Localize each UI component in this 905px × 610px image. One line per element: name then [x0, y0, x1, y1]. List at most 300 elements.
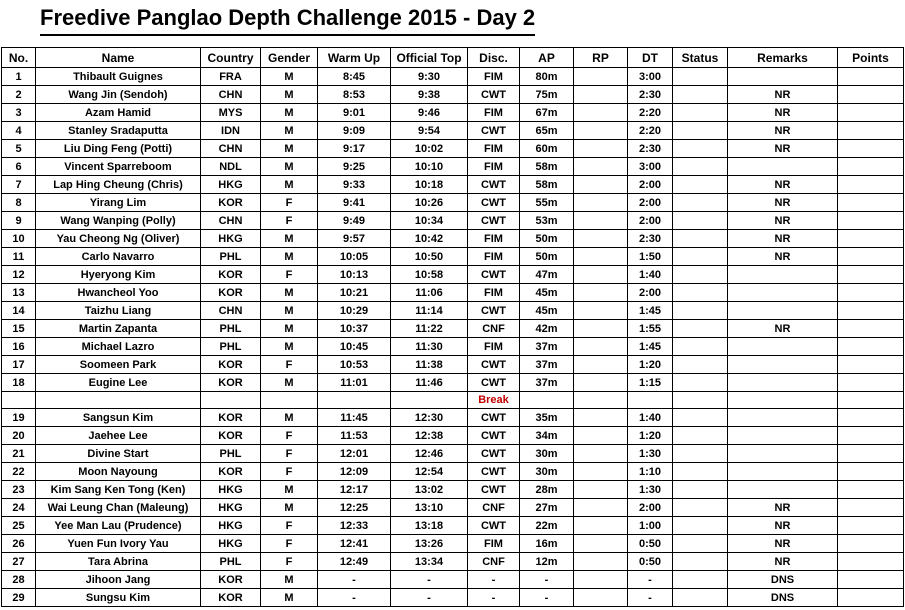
cell-country: HKG	[201, 517, 261, 535]
cell-remarks: NR	[728, 122, 838, 140]
cell-country: PHL	[201, 338, 261, 356]
cell-discipline: FIM	[468, 248, 520, 266]
cell-remarks	[728, 158, 838, 176]
cell-dt: -	[628, 571, 673, 589]
cell-discipline: FIM	[468, 338, 520, 356]
cell-remarks	[728, 266, 838, 284]
column-header-remarks: Remarks	[728, 48, 838, 68]
cell-rp	[574, 140, 628, 158]
cell-gender: M	[261, 140, 318, 158]
cell-official-top: 12:30	[391, 409, 468, 427]
cell-no: 26	[2, 535, 36, 553]
column-header-warm-up: Warm Up	[318, 48, 391, 68]
cell-status	[673, 535, 728, 553]
cell-remarks	[728, 481, 838, 499]
cell-gender: F	[261, 535, 318, 553]
cell-no: 22	[2, 463, 36, 481]
cell-official-top: 10:02	[391, 140, 468, 158]
cell-status	[673, 356, 728, 374]
cell-warm-up: 12:09	[318, 463, 391, 481]
cell-ap: 35m	[520, 409, 574, 427]
cell-name: Martin Zapanta	[36, 320, 201, 338]
cell-status	[673, 194, 728, 212]
cell-ap: 30m	[520, 463, 574, 481]
cell-name: Carlo Navarro	[36, 248, 201, 266]
cell-rp	[574, 445, 628, 463]
cell-official-top: 11:38	[391, 356, 468, 374]
cell-points	[838, 571, 904, 589]
cell-discipline: CWT	[468, 176, 520, 194]
cell-warm-up: -	[318, 571, 391, 589]
cell-rp	[574, 409, 628, 427]
cell-warm-up: 9:41	[318, 194, 391, 212]
cell-ap: 45m	[520, 302, 574, 320]
cell-name: Hyeryong Kim	[36, 266, 201, 284]
cell-name: Michael Lazro	[36, 338, 201, 356]
break-cell-empty	[838, 392, 904, 409]
cell-warm-up: 10:37	[318, 320, 391, 338]
cell-points	[838, 427, 904, 445]
cell-name: Jihoon Jang	[36, 571, 201, 589]
cell-official-top: 10:26	[391, 194, 468, 212]
cell-remarks: NR	[728, 104, 838, 122]
cell-gender: M	[261, 68, 318, 86]
cell-no: 12	[2, 266, 36, 284]
cell-rp	[574, 427, 628, 445]
cell-no: 28	[2, 571, 36, 589]
cell-warm-up: 12:25	[318, 499, 391, 517]
cell-warm-up: 9:09	[318, 122, 391, 140]
cell-rp	[574, 517, 628, 535]
cell-status	[673, 158, 728, 176]
break-label: Break	[468, 392, 520, 409]
cell-ap: 16m	[520, 535, 574, 553]
cell-discipline: CWT	[468, 481, 520, 499]
cell-no: 17	[2, 356, 36, 374]
cell-ap: 53m	[520, 212, 574, 230]
cell-gender: M	[261, 571, 318, 589]
cell-name: Thibault Guignes	[36, 68, 201, 86]
cell-discipline: CWT	[468, 86, 520, 104]
table-row	[2, 463, 904, 481]
cell-gender: M	[261, 499, 318, 517]
cell-no: 1	[2, 68, 36, 86]
break-cell-empty	[673, 392, 728, 409]
cell-dt: 1:10	[628, 463, 673, 481]
cell-country: KOR	[201, 284, 261, 302]
cell-name: Tara Abrina	[36, 553, 201, 571]
cell-no: 25	[2, 517, 36, 535]
column-header-name: Name	[36, 48, 201, 68]
cell-country: CHN	[201, 212, 261, 230]
cell-gender: M	[261, 302, 318, 320]
cell-name: Taizhu Liang	[36, 302, 201, 320]
cell-dt: 1:55	[628, 320, 673, 338]
column-header-discipline: Disc.	[468, 48, 520, 68]
cell-gender: F	[261, 463, 318, 481]
table-row	[2, 230, 904, 248]
cell-dt: 1:20	[628, 427, 673, 445]
cell-name: Wang Jin (Sendoh)	[36, 86, 201, 104]
break-cell-empty	[261, 392, 318, 409]
cell-points	[838, 68, 904, 86]
cell-dt: 1:00	[628, 517, 673, 535]
cell-dt: 1:40	[628, 266, 673, 284]
break-cell-empty	[36, 392, 201, 409]
table-row	[2, 517, 904, 535]
cell-warm-up: 12:41	[318, 535, 391, 553]
cell-official-top: 10:10	[391, 158, 468, 176]
cell-points	[838, 302, 904, 320]
table-row	[2, 535, 904, 553]
cell-remarks: NR	[728, 553, 838, 571]
cell-country: KOR	[201, 571, 261, 589]
cell-gender: M	[261, 338, 318, 356]
cell-status	[673, 266, 728, 284]
cell-discipline: CWT	[468, 427, 520, 445]
cell-ap: 30m	[520, 445, 574, 463]
cell-remarks	[728, 409, 838, 427]
cell-country: CHN	[201, 140, 261, 158]
cell-country: KOR	[201, 194, 261, 212]
cell-gender: M	[261, 374, 318, 392]
cell-remarks	[728, 356, 838, 374]
cell-status	[673, 427, 728, 445]
table-row	[2, 445, 904, 463]
cell-country: HKG	[201, 535, 261, 553]
cell-discipline: CWT	[468, 302, 520, 320]
cell-warm-up: 12:17	[318, 481, 391, 499]
cell-ap: 58m	[520, 158, 574, 176]
cell-dt: 2:20	[628, 122, 673, 140]
cell-name: Sangsun Kim	[36, 409, 201, 427]
table-row	[2, 158, 904, 176]
cell-rp	[574, 158, 628, 176]
cell-remarks: NR	[728, 230, 838, 248]
cell-status	[673, 284, 728, 302]
cell-rp	[574, 374, 628, 392]
cell-no: 7	[2, 176, 36, 194]
cell-rp	[574, 302, 628, 320]
cell-official-top: 10:34	[391, 212, 468, 230]
break-cell-empty	[520, 392, 574, 409]
results-body	[2, 68, 904, 607]
cell-discipline: -	[468, 589, 520, 607]
cell-name: Yirang Lim	[36, 194, 201, 212]
cell-dt: 0:50	[628, 535, 673, 553]
cell-name: Eugine Lee	[36, 374, 201, 392]
cell-points	[838, 176, 904, 194]
cell-name: Yau Cheong Ng (Oliver)	[36, 230, 201, 248]
break-cell-empty	[318, 392, 391, 409]
cell-remarks: NR	[728, 86, 838, 104]
cell-warm-up: 8:45	[318, 68, 391, 86]
cell-official-top: 10:42	[391, 230, 468, 248]
column-header-no: No.	[2, 48, 36, 68]
cell-points	[838, 140, 904, 158]
cell-points	[838, 320, 904, 338]
cell-warm-up: 8:53	[318, 86, 391, 104]
cell-points	[838, 481, 904, 499]
cell-discipline: CWT	[468, 212, 520, 230]
cell-official-top: -	[391, 571, 468, 589]
cell-gender: M	[261, 176, 318, 194]
cell-no: 19	[2, 409, 36, 427]
cell-gender: M	[261, 230, 318, 248]
cell-discipline: FIM	[468, 68, 520, 86]
page-title: Freedive Panglao Depth Challenge 2015 - Day 2	[40, 4, 535, 36]
cell-status	[673, 374, 728, 392]
cell-warm-up: -	[318, 589, 391, 607]
cell-warm-up: 11:01	[318, 374, 391, 392]
cell-name: Kim Sang Ken Tong (Ken)	[36, 481, 201, 499]
results-table	[1, 47, 904, 607]
cell-official-top: 11:14	[391, 302, 468, 320]
cell-status	[673, 302, 728, 320]
cell-rp	[574, 194, 628, 212]
cell-ap: 12m	[520, 553, 574, 571]
cell-official-top: -	[391, 589, 468, 607]
cell-dt: 2:00	[628, 212, 673, 230]
cell-dt: 1:45	[628, 302, 673, 320]
cell-status	[673, 320, 728, 338]
cell-warm-up: 11:53	[318, 427, 391, 445]
break-cell-empty	[391, 392, 468, 409]
column-header-country: Country	[201, 48, 261, 68]
cell-no: 3	[2, 104, 36, 122]
cell-dt: 2:00	[628, 176, 673, 194]
cell-no: 27	[2, 553, 36, 571]
cell-ap: 37m	[520, 338, 574, 356]
cell-remarks: NR	[728, 517, 838, 535]
cell-status	[673, 176, 728, 194]
table-row	[2, 122, 904, 140]
cell-remarks	[728, 374, 838, 392]
cell-rp	[574, 338, 628, 356]
cell-warm-up: 11:45	[318, 409, 391, 427]
cell-remarks: NR	[728, 535, 838, 553]
cell-rp	[574, 230, 628, 248]
cell-country: KOR	[201, 589, 261, 607]
cell-ap: 75m	[520, 86, 574, 104]
cell-status	[673, 212, 728, 230]
cell-discipline: FIM	[468, 535, 520, 553]
cell-points	[838, 248, 904, 266]
cell-dt: 2:30	[628, 140, 673, 158]
cell-ap: 28m	[520, 481, 574, 499]
cell-ap: 27m	[520, 499, 574, 517]
cell-points	[838, 266, 904, 284]
cell-warm-up: 12:33	[318, 517, 391, 535]
cell-gender: M	[261, 248, 318, 266]
cell-discipline: CWT	[468, 463, 520, 481]
cell-gender: M	[261, 481, 318, 499]
cell-status	[673, 517, 728, 535]
cell-no: 20	[2, 427, 36, 445]
cell-points	[838, 589, 904, 607]
cell-official-top: 12:38	[391, 427, 468, 445]
cell-rp	[574, 104, 628, 122]
cell-dt: 1:40	[628, 409, 673, 427]
table-row	[2, 194, 904, 212]
cell-discipline: FIM	[468, 140, 520, 158]
cell-rp	[574, 553, 628, 571]
cell-dt: 2:20	[628, 104, 673, 122]
cell-points	[838, 86, 904, 104]
cell-country: KOR	[201, 266, 261, 284]
cell-no: 14	[2, 302, 36, 320]
cell-remarks	[728, 463, 838, 481]
cell-official-top: 12:46	[391, 445, 468, 463]
cell-no: 29	[2, 589, 36, 607]
cell-remarks: NR	[728, 176, 838, 194]
cell-status	[673, 230, 728, 248]
column-header-dt: DT	[628, 48, 673, 68]
cell-country: HKG	[201, 230, 261, 248]
cell-points	[838, 517, 904, 535]
cell-dt: 2:00	[628, 284, 673, 302]
cell-remarks	[728, 445, 838, 463]
cell-country: PHL	[201, 320, 261, 338]
cell-points	[838, 212, 904, 230]
cell-official-top: 10:50	[391, 248, 468, 266]
cell-remarks: NR	[728, 194, 838, 212]
cell-remarks: NR	[728, 248, 838, 266]
cell-name: Liu Ding Feng (Potti)	[36, 140, 201, 158]
cell-gender: F	[261, 194, 318, 212]
cell-official-top: 13:02	[391, 481, 468, 499]
cell-official-top: 10:58	[391, 266, 468, 284]
break-cell-empty	[628, 392, 673, 409]
cell-ap: 50m	[520, 230, 574, 248]
cell-no: 11	[2, 248, 36, 266]
table-row	[2, 176, 904, 194]
cell-name: Soomeen Park	[36, 356, 201, 374]
table-row	[2, 374, 904, 392]
cell-rp	[574, 356, 628, 374]
cell-points	[838, 463, 904, 481]
cell-ap: 80m	[520, 68, 574, 86]
cell-ap: -	[520, 589, 574, 607]
cell-discipline: CWT	[468, 356, 520, 374]
cell-points	[838, 553, 904, 571]
break-cell-empty	[2, 392, 36, 409]
table-row	[2, 302, 904, 320]
cell-discipline: CWT	[468, 445, 520, 463]
cell-gender: F	[261, 266, 318, 284]
table-row	[2, 266, 904, 284]
table-row	[2, 248, 904, 266]
cell-warm-up: 10:29	[318, 302, 391, 320]
cell-country: IDN	[201, 122, 261, 140]
cell-rp	[574, 481, 628, 499]
cell-name: Azam Hamid	[36, 104, 201, 122]
cell-gender: M	[261, 409, 318, 427]
cell-rp	[574, 68, 628, 86]
cell-official-top: 9:46	[391, 104, 468, 122]
cell-status	[673, 104, 728, 122]
cell-dt: 2:00	[628, 194, 673, 212]
table-row	[2, 427, 904, 445]
cell-name: Jaehee Lee	[36, 427, 201, 445]
cell-official-top: 9:30	[391, 68, 468, 86]
cell-discipline: CWT	[468, 194, 520, 212]
cell-country: KOR	[201, 463, 261, 481]
cell-points	[838, 230, 904, 248]
cell-warm-up: 9:25	[318, 158, 391, 176]
cell-points	[838, 158, 904, 176]
cell-discipline: FIM	[468, 284, 520, 302]
cell-ap: 47m	[520, 266, 574, 284]
cell-no: 6	[2, 158, 36, 176]
cell-gender: M	[261, 158, 318, 176]
cell-remarks	[728, 68, 838, 86]
cell-official-top: 13:34	[391, 553, 468, 571]
cell-gender: M	[261, 284, 318, 302]
cell-remarks	[728, 302, 838, 320]
cell-warm-up: 12:01	[318, 445, 391, 463]
break-cell-empty	[728, 392, 838, 409]
cell-country: PHL	[201, 445, 261, 463]
cell-rp	[574, 571, 628, 589]
cell-remarks	[728, 284, 838, 302]
cell-no: 5	[2, 140, 36, 158]
cell-name: Divine Start	[36, 445, 201, 463]
cell-dt: 1:20	[628, 356, 673, 374]
cell-status	[673, 409, 728, 427]
cell-remarks: NR	[728, 212, 838, 230]
cell-country: PHL	[201, 248, 261, 266]
cell-rp	[574, 248, 628, 266]
cell-warm-up: 9:57	[318, 230, 391, 248]
cell-points	[838, 374, 904, 392]
cell-no: 10	[2, 230, 36, 248]
header-row	[2, 48, 904, 68]
table-row	[2, 284, 904, 302]
column-header-ap: AP	[520, 48, 574, 68]
cell-discipline: CWT	[468, 517, 520, 535]
cell-status	[673, 338, 728, 356]
cell-remarks: NR	[728, 499, 838, 517]
cell-status	[673, 140, 728, 158]
table-row	[2, 356, 904, 374]
cell-rp	[574, 212, 628, 230]
cell-gender: M	[261, 86, 318, 104]
cell-ap: 34m	[520, 427, 574, 445]
cell-rp	[574, 266, 628, 284]
cell-dt: 1:30	[628, 445, 673, 463]
cell-points	[838, 122, 904, 140]
cell-points	[838, 194, 904, 212]
cell-warm-up: 9:49	[318, 212, 391, 230]
cell-warm-up: 12:49	[318, 553, 391, 571]
cell-country: CHN	[201, 86, 261, 104]
cell-dt: 2:00	[628, 499, 673, 517]
cell-official-top: 11:46	[391, 374, 468, 392]
cell-remarks: DNS	[728, 571, 838, 589]
table-row	[2, 320, 904, 338]
cell-dt: 1:15	[628, 374, 673, 392]
cell-status	[673, 248, 728, 266]
cell-status	[673, 589, 728, 607]
cell-official-top: 12:54	[391, 463, 468, 481]
cell-country: CHN	[201, 302, 261, 320]
cell-gender: M	[261, 122, 318, 140]
cell-official-top: 11:30	[391, 338, 468, 356]
cell-rp	[574, 589, 628, 607]
table-row	[2, 553, 904, 571]
cell-discipline: FIM	[468, 104, 520, 122]
